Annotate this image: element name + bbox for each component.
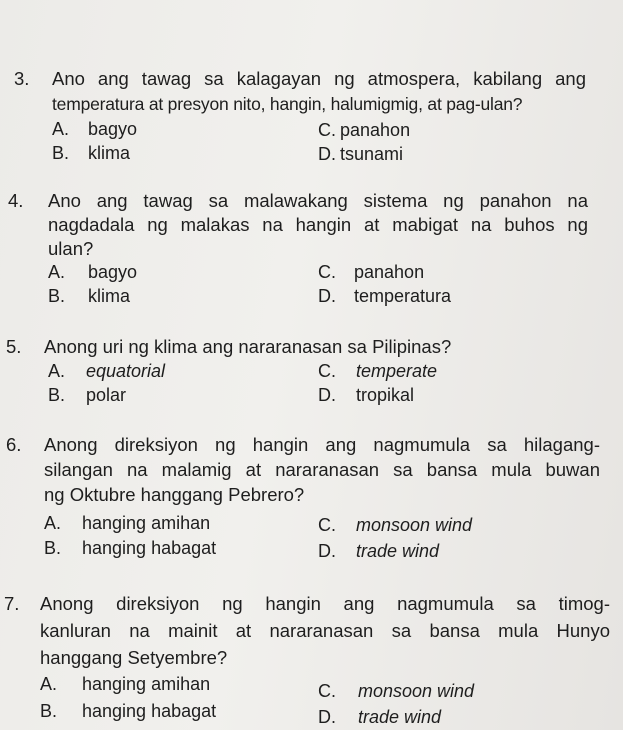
option-c[interactable]: C. temperate — [318, 361, 438, 381]
option-d[interactable]: D. trade wind — [318, 707, 442, 727]
question-number: 6. — [6, 434, 22, 455]
question-text-line: Anong direksiyon ng hangin ang nagmumula sa timog- — [40, 593, 610, 614]
option-c[interactable]: C. monsoon wind — [318, 515, 473, 535]
option-d[interactable]: D. tsunami — [318, 144, 404, 164]
question-text-line: kanluran na mainit at nararanasan sa bansa mula Hunyo — [40, 620, 610, 641]
question-text-line: Ano ang tawag sa malawakang sistema ng panahon na — [48, 190, 588, 211]
option-d[interactable]: D. trade wind — [318, 541, 440, 561]
question-number: 4. — [8, 190, 24, 211]
question-number: 7. — [4, 593, 20, 614]
option-a[interactable]: A. bagyo — [52, 119, 138, 139]
question-number: 5. — [6, 336, 22, 357]
option-b[interactable]: B. hanging habagat — [44, 538, 217, 558]
question-text-line: Anong uri ng klima ang nararanasan sa Pilipinas? — [44, 336, 452, 357]
question-text-line: Ano ang tawag sa kalagayan ng atmospera, kabilang ang — [52, 68, 586, 89]
option-a[interactable]: A. bagyo — [48, 262, 138, 282]
option-b[interactable]: B. polar — [48, 385, 127, 405]
option-b[interactable]: B. klima — [48, 286, 131, 306]
option-a[interactable]: A. hanging amihan — [44, 513, 211, 533]
option-b[interactable]: B. hanging habagat — [40, 701, 217, 721]
option-b[interactable]: B. klima — [52, 143, 131, 163]
question-text-line: silangan na malamig at nararanasan sa bansa mula buwan — [44, 459, 600, 480]
option-c[interactable]: C. panahon — [318, 120, 411, 140]
option-c[interactable]: C. monsoon wind — [318, 681, 475, 701]
question-text-line: ulan? — [48, 238, 94, 259]
option-d[interactable]: D. tropikal — [318, 385, 415, 405]
question-text-line: Anong direksiyon ng hangin ang nagmumula sa hilagang- — [44, 434, 600, 455]
question-text-line: nagdadala ng malakas na hangin at mabigat na buhos ng — [48, 214, 588, 235]
option-a[interactable]: A. equatorial — [48, 361, 166, 381]
question-text-line: hanggang Setyembre? — [40, 647, 228, 668]
question-number: 3. — [14, 68, 30, 89]
option-c[interactable]: C. panahon — [318, 262, 425, 282]
question-text-line: ng Oktubre hanggang Pebrero? — [44, 484, 305, 505]
question-text-line: temperatura at presyon nito, hangin, halumigmig, at pag-ulan? — [52, 94, 523, 114]
option-d[interactable]: D. temperatura — [318, 286, 452, 306]
option-a[interactable]: A. hanging amihan — [40, 674, 211, 694]
